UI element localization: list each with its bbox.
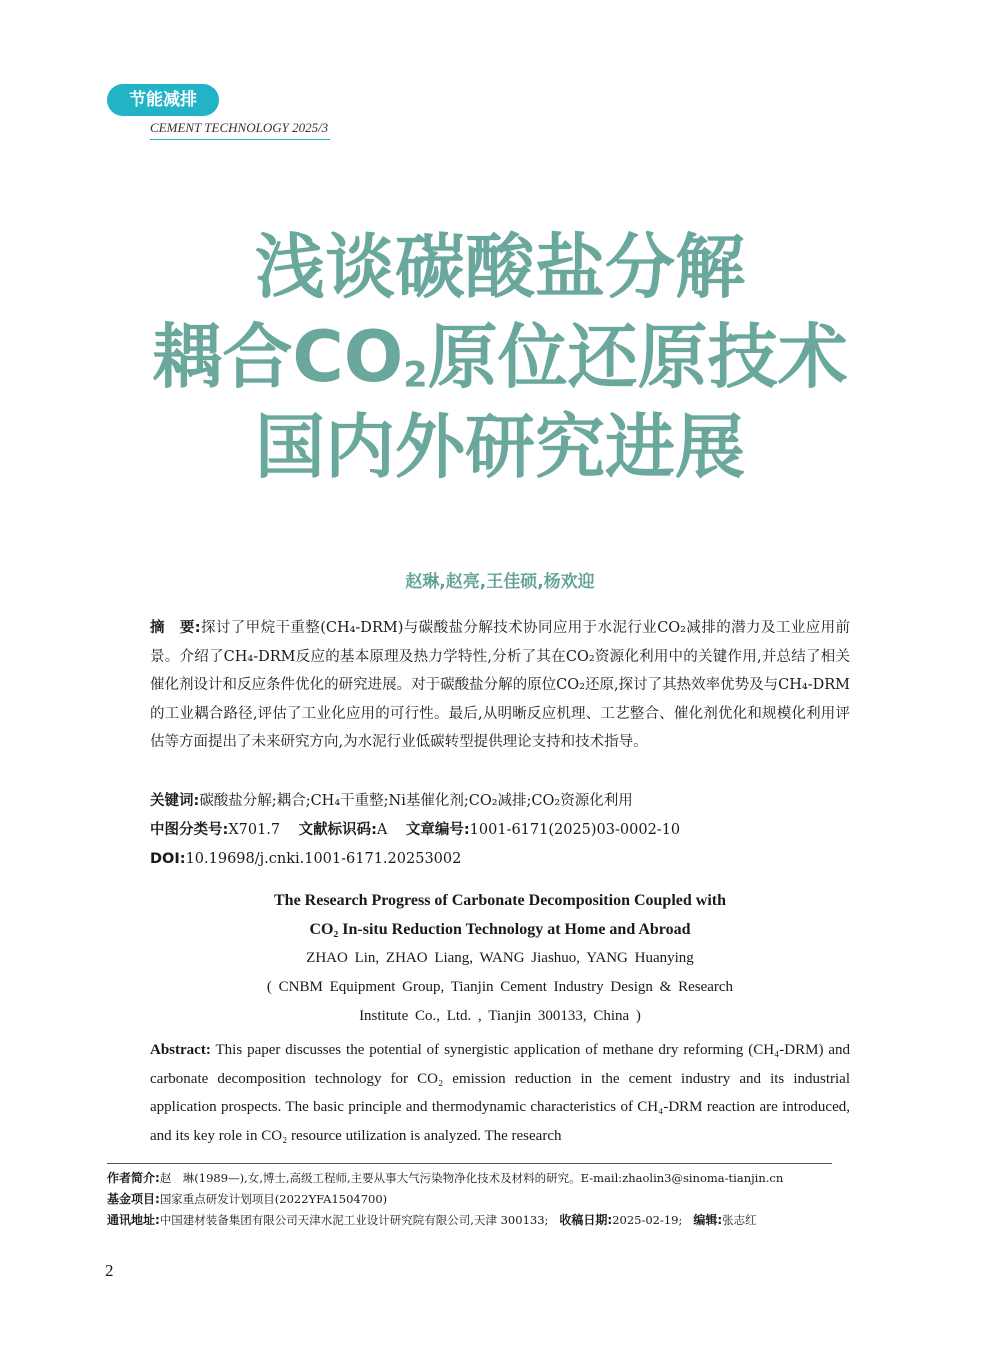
abstract-en-label: Abstract: xyxy=(150,1042,211,1058)
journal-underline xyxy=(150,139,330,140)
abstract-en xyxy=(150,1036,850,1150)
title-line-3: 国内外研究进展 xyxy=(255,406,745,488)
footnote-address-text: 中国建材装备集团有限公司天津水泥工业设计研究院有限公司,天津 300133; xyxy=(159,1213,549,1227)
doc-code-label: 文献标识码: xyxy=(298,822,377,838)
doc-code-value: A xyxy=(376,822,388,838)
page-number: 2 xyxy=(105,1261,114,1280)
english-title-line-1: The Research Progress of Carbonate Decomposition Coupled with xyxy=(274,892,726,909)
abstract-cn xyxy=(150,614,850,757)
title-line-2-pre: 耦合 xyxy=(152,316,293,398)
doi xyxy=(150,845,850,874)
footnote-fund-text: 国家重点研发计划项目(2022YFA1504700) xyxy=(159,1192,388,1206)
english-affiliation-line-1: ( CNBM Equipment Group, Tianjin Cement Industry Design & Research xyxy=(266,979,734,995)
title-line-1: 浅谈碳酸盐分解 xyxy=(255,226,745,308)
title-co-subscript: 2 xyxy=(403,355,428,396)
keywords-label: 关键词: xyxy=(150,793,200,809)
clc-label: 中图分类号: xyxy=(150,822,229,838)
keywords xyxy=(150,787,850,816)
title-line-2-post: 原位还原技术 xyxy=(427,316,848,398)
footnote-received-label: 收稿日期: xyxy=(559,1213,613,1227)
article-no-value: 1001-6171(2025)03-0002-10 xyxy=(469,822,681,838)
clc-value: X701.7 xyxy=(228,822,281,838)
footnote-fund-label: 基金项目: xyxy=(107,1192,160,1206)
footnote-editor-text: 张志红 xyxy=(722,1213,757,1227)
doi-value: 10.19698/j.cnki.1001-6171.20253002 xyxy=(185,851,462,867)
abstract-en-text: This paper discusses the potential of synergistic application of methane dry reforming (CH₄-DRM) and carbonate decomposition technology for CO₂ emission reduction in the cement industry and its industrial application prospects. The basic principle and thermodynamic characteristics of CH₄-DRM reaction are introduced, and its key role in CO₂ resource utilization is analyzed. The research xyxy=(150,1042,851,1144)
abstract-cn-text: 探讨了甲烷干重整(CH₄-DRM)与碳酸盐分解技术协同应用于水泥行业CO₂减排的潜力及工业应用前景。介绍了CH₄-DRM反应的基本原理及热力学特性,分析了其在CO₂资源化利用中的关键作用,并总结了相关催化剂设计和反应条件优化的研究进展。对于碳酸盐分解的原位CO₂还原,探讨了其热效率优势及与CH₄-DRM的工业耦合路径,评估了工业化应用的可行性。最后,从明晰反应机理、工艺整合、催化剂优化和规模化利用评估等方面提出了未来研究方向,为水泥行业低碳转型提供理论支持和技术指导。 xyxy=(150,620,850,750)
footnote-editor-label: 编辑: xyxy=(693,1213,723,1227)
abstract-cn-label: 摘 要: xyxy=(150,620,201,636)
english-title-line-2: CO₂ In-situ Reduction Technology at Home and Abroad xyxy=(309,921,691,938)
keywords-text: 碳酸盐分解;耦合;CH₄干重整;Ni基催化剂;CO₂减排;CO₂资源化利用 xyxy=(199,793,633,809)
footnote-author-label: 作者简介: xyxy=(107,1171,160,1185)
footnote-address-label: 通讯地址: xyxy=(107,1213,160,1227)
footnote-author xyxy=(107,1168,847,1188)
title-co: CO xyxy=(292,316,404,398)
english-authors: ZHAO Lin, ZHAO Liang, WANG Jiashuo, YANG Huanying xyxy=(306,950,694,966)
footnote-fund xyxy=(107,1189,847,1209)
footnote-divider xyxy=(107,1163,832,1164)
footnote-received-text: 2025-02-19; xyxy=(612,1213,683,1227)
footnote-author-text: 赵 琳(1989—),女,博士,高级工程师,主要从事大气污染物净化技术及材料的研究。E-mail:zhaolin3@sinoma-tianjin.cn xyxy=(159,1171,784,1185)
section-tag: 节能减排 xyxy=(107,84,219,116)
classification xyxy=(150,816,850,845)
english-affiliation-line-2: Institute Co., Ltd. , Tianjin 300133, China ) xyxy=(359,1008,641,1024)
doi-label: DOI: xyxy=(150,851,186,867)
article-no-label: 文章编号: xyxy=(405,822,470,838)
footnote-address xyxy=(107,1210,847,1230)
authors: 赵琳,赵亮,王佳硕,杨欢迎 xyxy=(405,572,595,592)
journal-name: CEMENT TECHNOLOGY 2025/3 xyxy=(150,120,329,135)
